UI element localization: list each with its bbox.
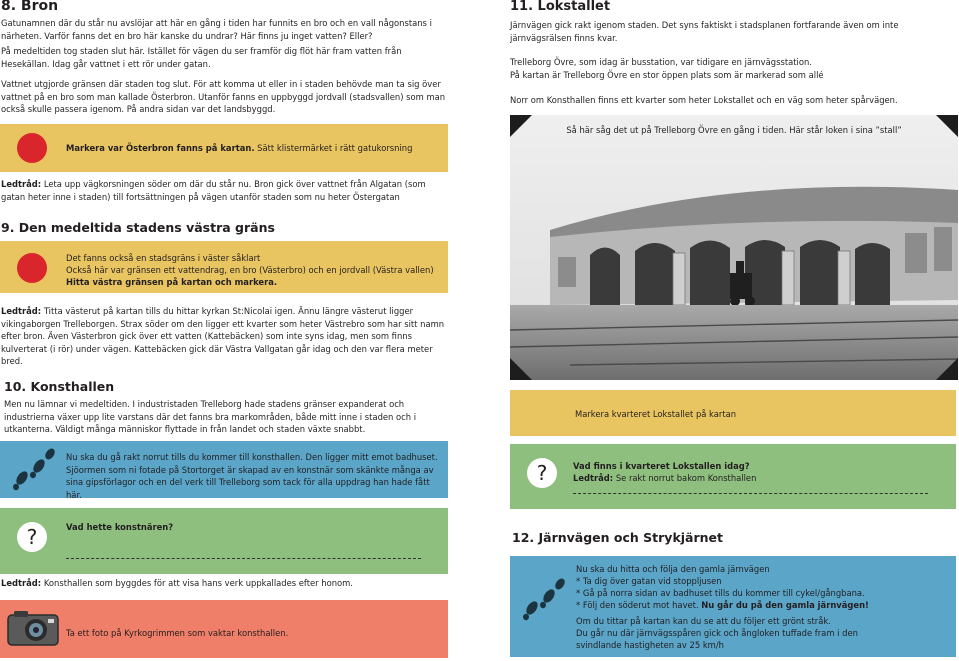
section-9-clue-text: Titta västerut på kartan tills du hittar kyrkan St:Nicolai igen. Ännu längre västerut ligger vikingaborgen Trelleborgen. Strax söder om den ligger ett kvarter som heter Västrebro som har sitt namn efter bron. Även Västerbron gick över ett vatten (Kattebäcken) som inte syns idag, men som finns kulverterat (i rör) under vägen. Kattebäcken gick där Västra Vallgatan går idag och den var flera meter bred. xyxy=(1,306,445,367)
clue-label: Ledtråd: xyxy=(573,473,614,483)
red-dot-icon xyxy=(17,253,47,283)
section-10-photo-task: Ta ett foto på Kyrkogrimmen som vaktar konsthallen. xyxy=(66,628,289,638)
red-dot-icon xyxy=(17,133,47,163)
section-11-task-box xyxy=(510,390,956,436)
section-10-clue-text: Konsthallen som byggdes för att visa hans verk uppkallades efter honom. xyxy=(41,578,353,588)
section-10-paragraph: Men nu lämnar vi medeltiden. I industristaden Trelleborg hade stadens gränser expanderat och industrierna växer upp lite varstans där det fanns bra markområden, både mitt inne i staden och i utkanterna. Väldigt många människor flyttade in från landet och staden växte snabbt. xyxy=(4,399,417,435)
section-8-paragraph-2: På medeltiden tog staden slut här. Istället för vägen du ser framför dig flöt här fram vatten från Hesekällan. Idag går vattnet i ett rör under gatan. xyxy=(1,46,402,69)
section-12-walk-box xyxy=(510,556,956,657)
section-12-line-6: Du går nu där järnvägsspåren gick och ångloken tuffade fram i den xyxy=(576,628,858,638)
section-11-paragraph-3: Norr om Konsthallen finns ett kvarter som heter Lokstallet och en väg som heter spårvägen. xyxy=(510,95,898,105)
roundhouse-photo xyxy=(510,115,958,380)
section-10-question: Vad hette konstnären? xyxy=(66,522,174,532)
section-8-clue xyxy=(1,178,446,203)
camera-icon xyxy=(6,609,60,649)
section-10-clue xyxy=(1,577,449,590)
answer-line[interactable] xyxy=(573,486,928,494)
footprints-icon xyxy=(12,448,58,492)
section-10-title: 10. Konsthallen xyxy=(4,379,115,394)
section-10-photo-box xyxy=(0,600,448,658)
section-8-task-text xyxy=(66,142,441,155)
section-11-title: 11. Lokstallet xyxy=(510,0,611,14)
question-mark-icon: ? xyxy=(527,458,557,488)
section-12-title: 12. Järnvägen och Strykjärnet xyxy=(512,530,723,545)
section-12-line-4a: * Följ den söderut mot havet. xyxy=(576,600,702,610)
section-9-clue xyxy=(1,305,449,368)
section-8-task-box xyxy=(0,124,448,172)
section-9-box-line-1: Det fanns också en stadsgräns i väster såklart xyxy=(66,253,261,263)
section-8-task-rest: Sätt klistermärket i rätt gatukorsning xyxy=(254,143,413,153)
section-11-question: Vad finns i kvarteret Lokstallen idag? xyxy=(573,461,750,471)
section-12-line-4 xyxy=(576,599,946,612)
clue-label: Ledtråd: xyxy=(1,306,42,316)
section-9-box-line-3: Hitta västra gränsen på kartan och markera. xyxy=(66,277,278,287)
answer-line[interactable] xyxy=(66,551,421,559)
section-11-clue xyxy=(573,472,943,485)
section-11-task: Markera kvarteret Lokstallet på kartan xyxy=(575,409,737,419)
section-12-line-4b: Nu går du på den gamla järnvägen! xyxy=(701,600,869,610)
section-12-line-3: * Gå på norra sidan av badhuset tills du kommer till cykel/gångbana. xyxy=(576,588,865,598)
section-12-line-1: Nu ska du hitta och följa den gamla järnvägen xyxy=(576,564,770,574)
section-10-question-box xyxy=(0,508,448,574)
section-8-task-bold: Markera var Österbron fanns på kartan. xyxy=(66,143,255,153)
section-9-task-box xyxy=(0,241,448,293)
section-9-box-line-2: Också här var gränsen ett vattendrag, en bro (Västerbro) och en jordvall (Västra vallen) xyxy=(66,265,434,275)
section-8-paragraph-3: Vattnet utgjorde gränsen där staden tog slut. För att komma ut eller in i staden behövde man ta sig över vattnet på en bro som man kallade Österbron. Utanför fanns en uppbyggd jordvall (stadsvallen) som man också skulle passera igenom. På andra sidan var det landsbyggd. xyxy=(1,79,446,115)
section-11-paragraph-1: Järnvägen gick rakt igenom staden. Det syns faktiskt i stadsplanen fortfarande även om inte järnvägsrälsen finns kvar. xyxy=(510,20,899,43)
section-11-question-box xyxy=(510,444,956,509)
roundhouse-photo-drawing xyxy=(510,115,958,380)
photo-caption: Så här såg det ut på Trelleborg Övre en gång i tiden. Här står loken i sina ”stall” xyxy=(566,125,902,135)
section-8-clue-text: Leta upp vägkorsningen söder om där du står nu. Bron gick över vattnet från Algatan (som gatan heter inne i staden) till fortsättningen på vägen utanför staden som nu heter Östergatan xyxy=(1,179,426,202)
section-12-line-2: * Ta dig över gatan vid stoppljusen xyxy=(576,576,722,586)
section-12-line-5: Om du tittar på kartan kan du se att du följer ett grönt stråk. xyxy=(576,616,831,626)
section-11-paragraph-2b: På kartan är Trelleborg Övre en stor öppen plats som är markerad som allé xyxy=(510,70,824,80)
section-12-line-7: svindlande hastigheten av 25 km/h xyxy=(576,640,724,650)
clue-label: Ledtråd: xyxy=(1,578,42,588)
section-8-title: 8. Bron xyxy=(1,0,59,14)
question-mark-icon: ? xyxy=(17,522,47,552)
section-11-clue-text: Se rakt norrut bakom Konsthallen xyxy=(613,473,757,483)
section-9-title: 9. Den medeltida stadens västra gräns xyxy=(1,220,275,235)
section-11-paragraph-2a: Trelleborg Övre, som idag är busstation, var tidigare en järnvägsstation. xyxy=(510,57,812,67)
section-8-paragraph-1: Gatunamnen där du står nu avslöjar att här en gång i tiden har funnits en bro och en vall någonstans i närheten. Varför fanns det en bro här kanske du undrar? Här finns ju inget vatten? Eller? xyxy=(1,18,432,41)
section-10-walk-text: Nu ska du gå rakt norrut tills du kommer till konsthallen. Den ligger mitt emot badhuset. Sjöormen som ni fotade på Stortorget är skapad av en konstnär som skänkte många av sina gipsförlagor och en del verk till Trelleborg som tack för alla uppdrag han hade fått här. xyxy=(66,452,438,500)
clue-label: Ledtråd: xyxy=(1,179,42,189)
section-10-walk-box xyxy=(0,441,448,498)
footprints-icon xyxy=(522,578,568,622)
